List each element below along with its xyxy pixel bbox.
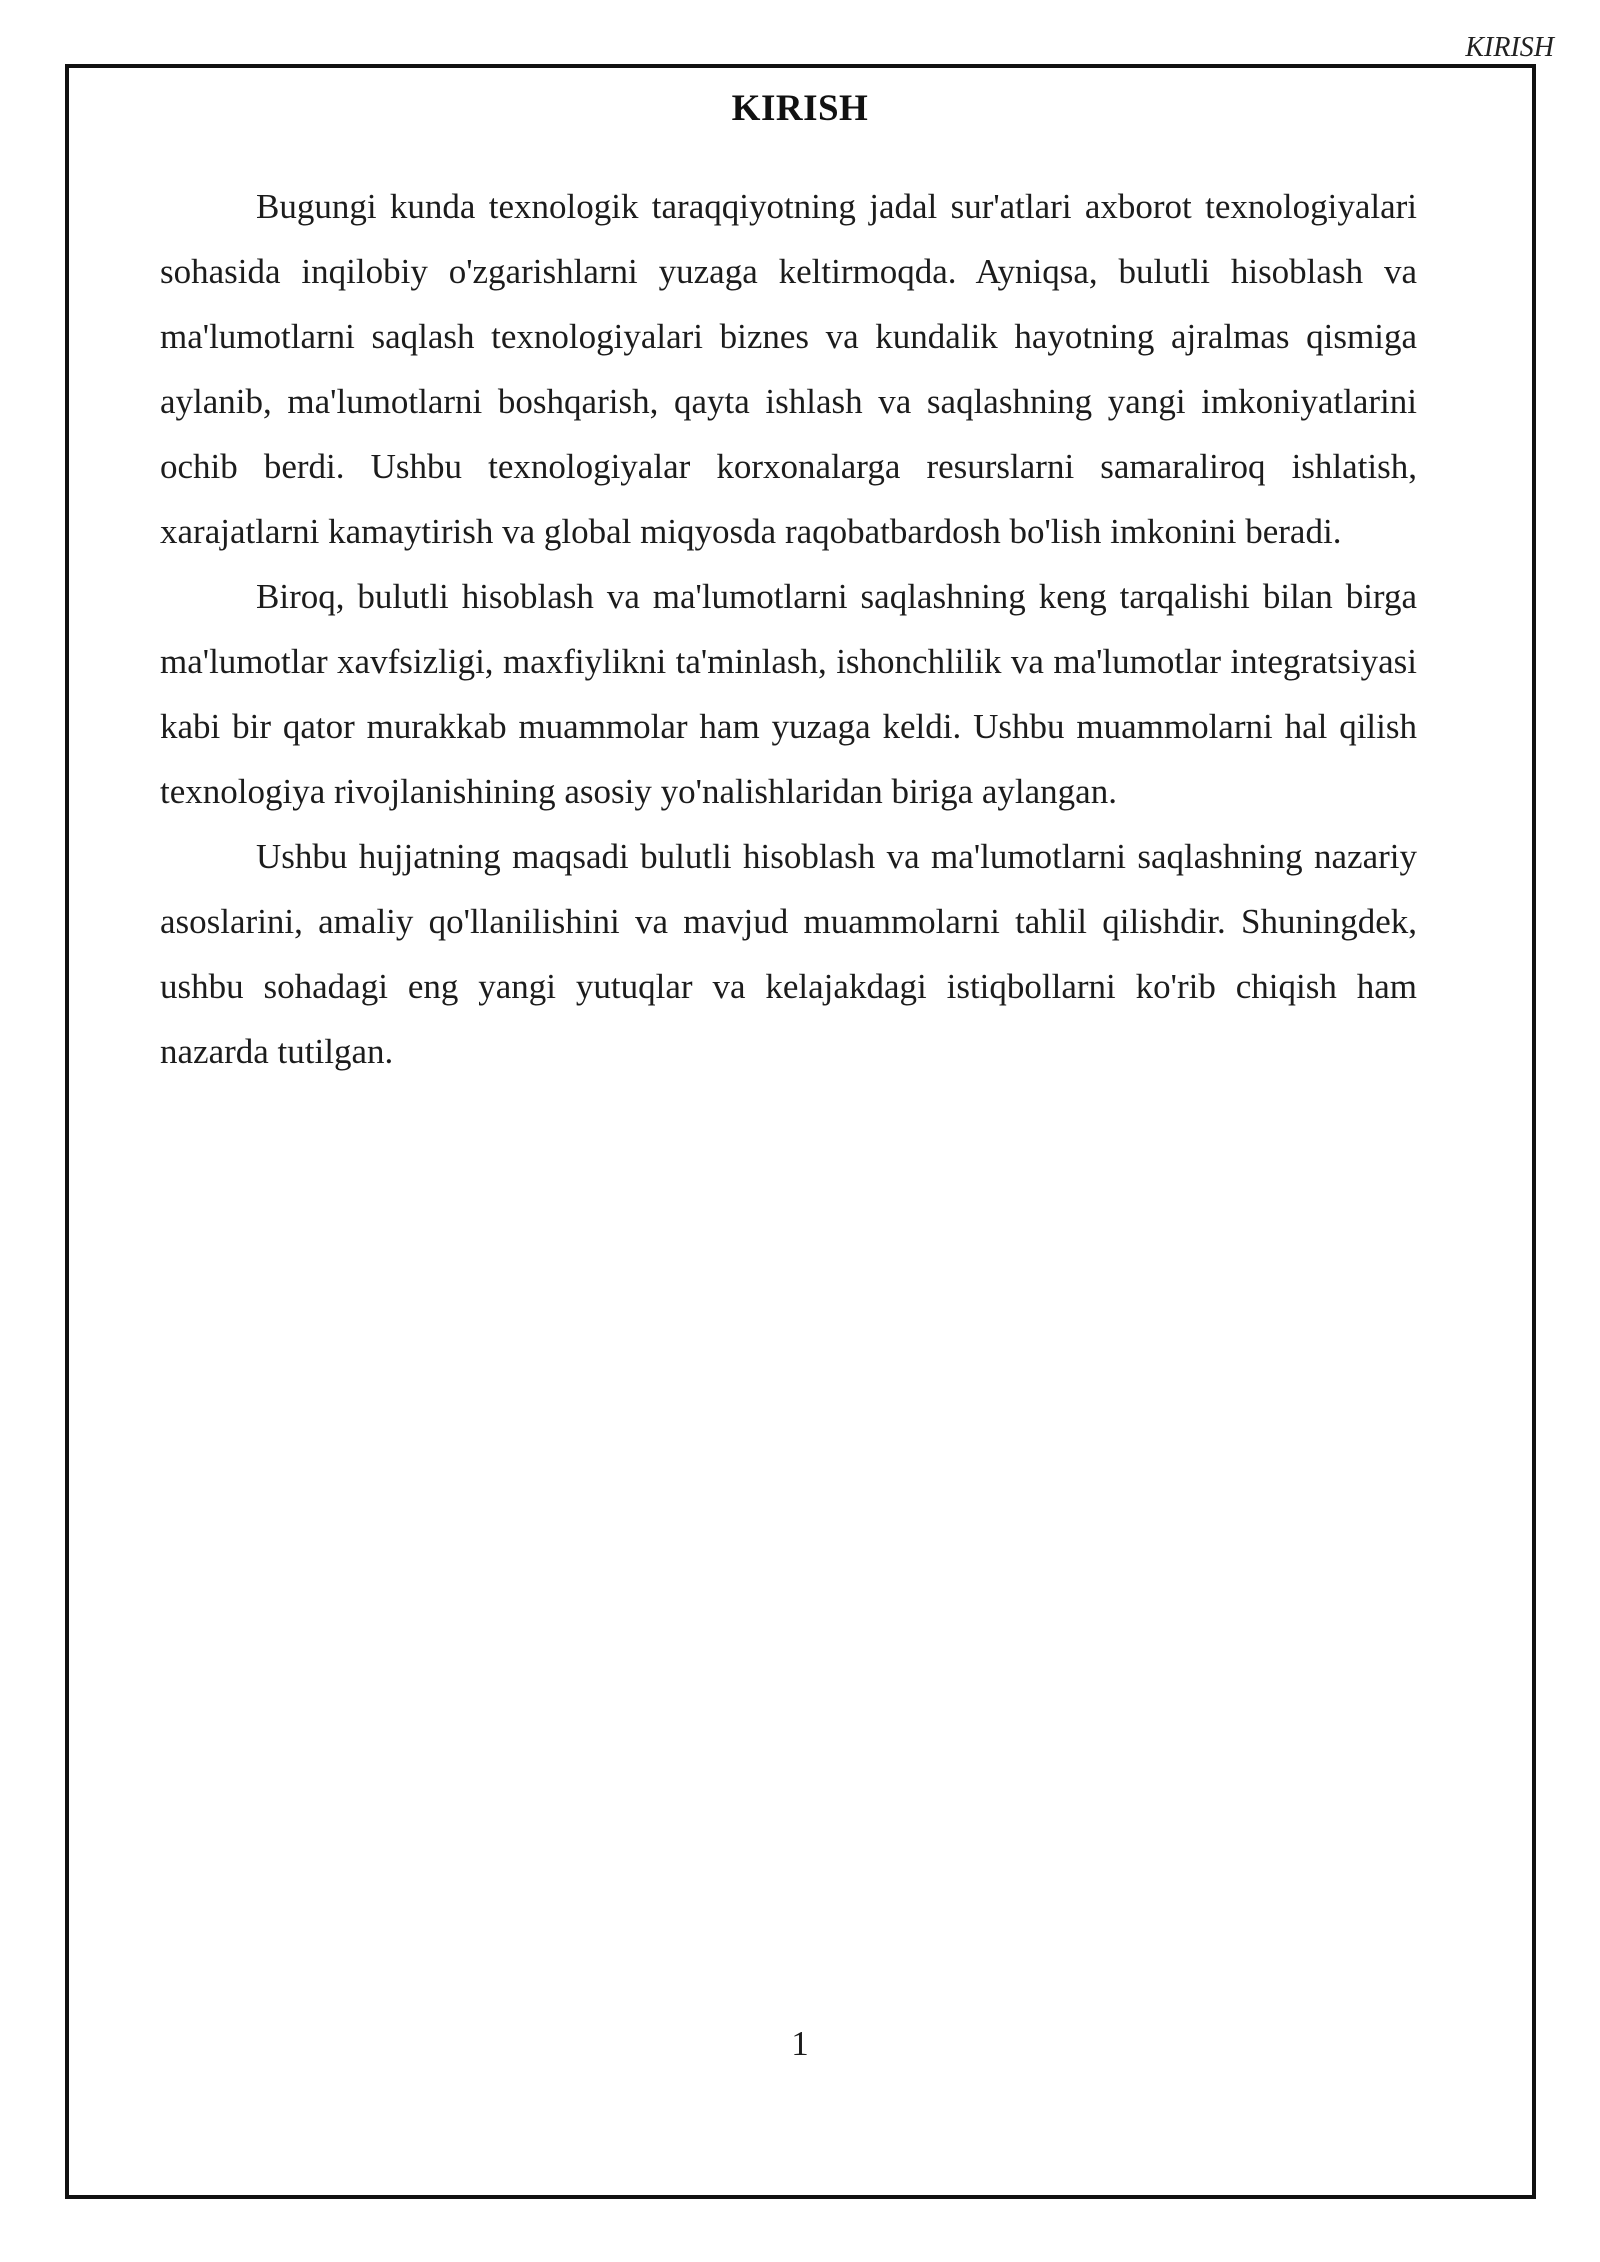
page-number: 1 xyxy=(791,2024,809,2063)
paragraph: Ushbu hujjatning maqsadi bulutli hisoblash va ma'lumotlarni saqlashning nazariy asoslarini, amaliy qo'llanilishini va mavjud muammolarni tahlil qilishdir. Shuningdek, ushbu sohadagi eng yangi yutuqlar va kelajakdagi istiqbollarni ko'rib chiqish ham nazarda tutilgan. xyxy=(160,837,1417,1071)
paragraph: Biroq, bulutli hisoblash va ma'lumotlarni saqlashning keng tarqalishi bilan birga ma'lumotlar xavfsizligi, maxfiylikni ta'minlash, ishonchlilik va ma'lumotlar integratsiyasi kabi bir qator murakkab muammolar ham yuzaga keldi. Ushbu muammolarni hal qilish texnologiya rivojlanishining asosiy yo'nalishlaridan biriga aylangan. xyxy=(160,577,1417,811)
running-header: KIRISH xyxy=(1465,32,1554,63)
page-title: KIRISH xyxy=(731,88,869,129)
paragraph: Bugungi kunda texnologik taraqqiyotning jadal sur'atlari axborot texnologiyalari sohasida inqilobiy o'zgarishlarni yuzaga keltirmoqda. Ayniqsa, bulutli hisoblash va ma'lumotlarni saqlash texnologiyalari biznes va kundalik hayotning ajralmas qismiga aylanib, ma'lumotlarni boshqarish, qayta ishlash va saqlashning yangi imkoniyatlarini ochib berdi. Ushbu texnologiyalar korxonalarga resurslarni samaraliroq ishlatish, xarajatlarni kamaytirish va global miqyosda raqobatbardosh bo'lish imkonini beradi. xyxy=(160,187,1417,551)
body-text xyxy=(160,174,1417,1084)
